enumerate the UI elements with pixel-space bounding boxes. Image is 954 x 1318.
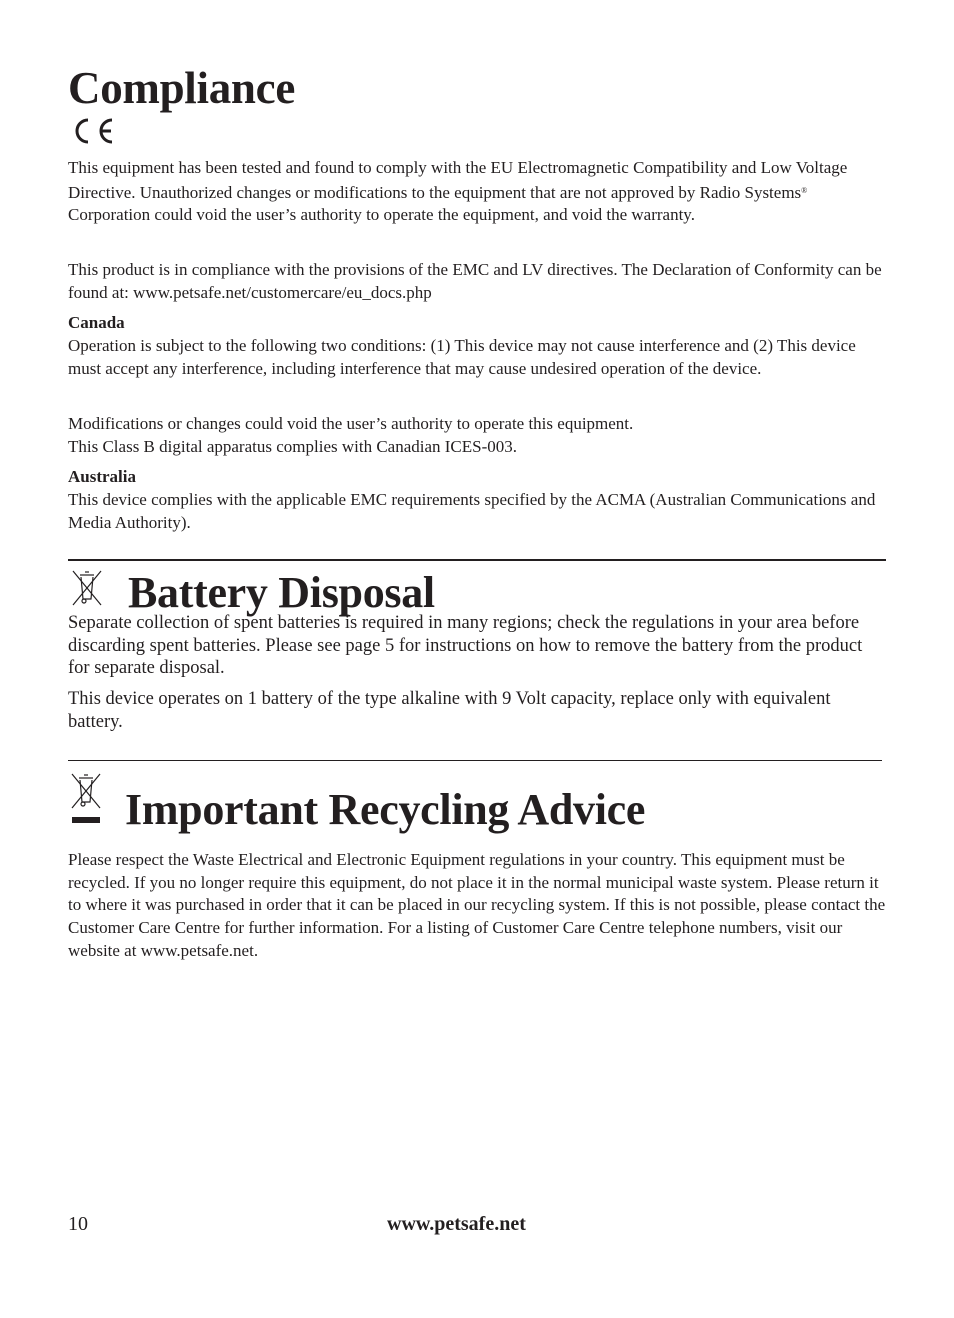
battery-paragraph-1: Separate collection of spent batteries is required in many regions; check the regulations in your area before discarding spent batteries. Please see page 5 for instructions on how to remove the battery from the product for separate disposal. — [68, 613, 863, 679]
compliance-p1-text: This equipment has been tested and found to comply with the EU Electromagnetic Compatibility and Low Voltage Directive. Unauthorized changes or modifications to the equipment that are not approved by Radio Systems — [68, 158, 848, 202]
compliance-title: Compliance — [68, 63, 295, 113]
battery-paragraph-2: This device operates on 1 battery of the type alkaline with 9 Volt capacity, replace only with equivalent battery. — [68, 689, 831, 732]
section-divider-1 — [68, 559, 886, 561]
ce-mark-icon — [68, 116, 116, 146]
compliance-paragraph-2: This product is in compliance with the provisions of the EMC and LV directives. The Declaration of Conformity can be found at: www.petsafe.net/customercare/eu_docs.php — [68, 260, 882, 302]
recycling-advice-title: Important Recycling Advice — [125, 785, 646, 834]
recycling-paragraph: Please respect the Waste Electrical and Electronic Equipment regulations in your country. This equipment must be recycled. If you no longer require this equipment, do not place it in the normal municipal waste system. Please return it to where it was purchased in order that it can be placed in our recycling system. If this is not possible, please contact the Customer Care Centre for further information. For a listing of Customer Care Centre telephone numbers, visit our website at www.petsafe.net. — [68, 850, 886, 960]
footer-url: www.petsafe.net — [387, 1213, 526, 1235]
canada-paragraph-1: Operation is subject to the following two conditions: (1) This device may not cause interference and (2) This device must accept any interference, including interference that may cause undesired operation of the device. — [68, 336, 856, 378]
compliance-p1-text-end: Corporation could void the user’s authority to operate the equipment, and void the warranty. — [68, 205, 695, 225]
crossed-bin-icon — [70, 569, 104, 607]
weee-bin-icon — [68, 772, 104, 826]
registered-mark: ® — [801, 185, 808, 195]
canada-paragraph-2-line-1: Modifications or changes could void the user’s authority to operate this equipment. — [68, 414, 634, 433]
australia-paragraph: This device complies with the applicable EMC requirements specified by the ACMA (Australian Communications and Media Authority). — [68, 490, 876, 532]
canada-paragraph-2-line-2: This Class B digital apparatus complies with Canadian ICES-003. — [68, 437, 518, 456]
australia-heading: Australia — [68, 467, 136, 486]
section-divider-2 — [68, 760, 882, 761]
page-number: 10 — [68, 1213, 88, 1235]
compliance-paragraph-1 — [68, 157, 888, 227]
canada-heading: Canada — [68, 313, 125, 332]
battery-disposal-title: Battery Disposal — [128, 568, 435, 617]
